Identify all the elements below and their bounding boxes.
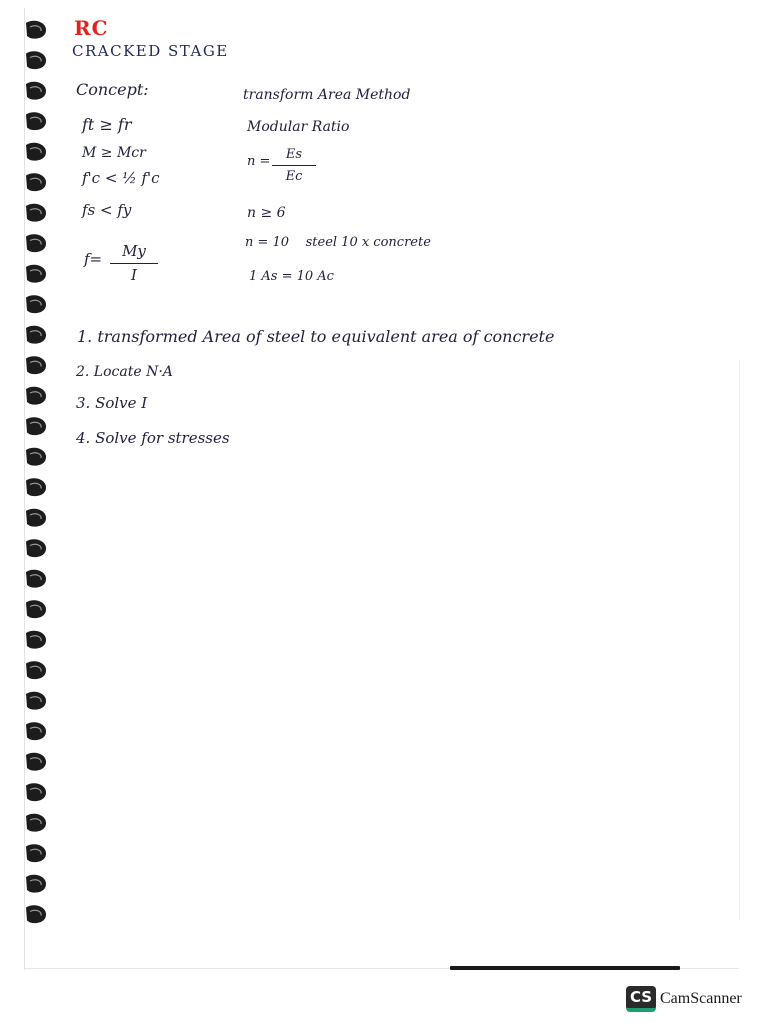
page-shadow: [450, 966, 680, 970]
stress-numerator: My: [122, 242, 146, 260]
ratio-denominator: Ec: [285, 169, 303, 184]
spiral-ring: [26, 21, 46, 39]
paper-right-edge: [739, 360, 740, 920]
modular-ratio-fraction: [272, 148, 316, 183]
concept-heading: Concept:: [76, 80, 149, 99]
spiral-ring: [26, 448, 46, 466]
step-1: 1. transformed Area of steel to equivalent area of concrete: [77, 327, 555, 346]
spiral-ring: [26, 295, 46, 313]
ratio-min: n ≥ 6: [247, 205, 286, 221]
subject-title: RC: [74, 16, 109, 40]
method-heading: transform Area Method: [243, 87, 411, 103]
spiral-ring: [26, 82, 46, 100]
page-title: CRACKED STAGE: [72, 42, 229, 60]
condition-ft-fr: ft ≥ fr: [82, 115, 132, 134]
spiral-ring: [26, 417, 46, 435]
camscanner-logo: [626, 986, 656, 1012]
condition-fc: f'c < ½ f'c: [82, 169, 160, 187]
spiral-ring: [26, 204, 46, 222]
camscanner-watermark: CamScanner: [660, 990, 742, 1007]
spiral-ring: [26, 692, 46, 710]
spiral-ring: [26, 814, 46, 832]
spiral-ring: [26, 509, 46, 527]
step-4: 4. Solve for stresses: [76, 429, 230, 447]
spiral-ring: [26, 112, 46, 130]
spiral-ring: [26, 173, 46, 191]
spiral-ring: [26, 478, 46, 496]
spiral-ring: [26, 844, 46, 862]
spiral-ring: [26, 600, 46, 618]
spiral-ring: [26, 356, 46, 374]
spiral-ring: [26, 265, 46, 283]
spiral-ring: [26, 783, 46, 801]
step-2: 2. Locate N·A: [76, 364, 173, 380]
step-3: 3. Solve I: [76, 394, 148, 412]
camscanner-logo-text: CS: [626, 986, 656, 1008]
ratio-lhs: n =: [247, 154, 271, 169]
condition-fs-fy: fs < fy: [82, 201, 132, 219]
spiral-binding: [0, 0, 60, 970]
spiral-ring: [26, 631, 46, 649]
fraction-bar: [272, 165, 316, 166]
ratio-value: n = 10 steel 10 x concrete: [245, 235, 431, 250]
spiral-ring: [26, 753, 46, 771]
stress-formula-lhs: f=: [84, 250, 103, 268]
spiral-ring: [26, 51, 46, 69]
spiral-ring: [26, 722, 46, 740]
condition-m-mcr: M ≥ Mcr: [82, 145, 146, 161]
area-relation: 1 As = 10 Ac: [249, 269, 334, 284]
spiral-ring: [26, 570, 46, 588]
modular-ratio-heading: Modular Ratio: [247, 119, 350, 135]
spiral-ring: [26, 143, 46, 161]
spiral-ring: [26, 326, 46, 344]
spiral-ring: [26, 387, 46, 405]
spiral-ring: [26, 661, 46, 679]
spiral-ring: [26, 234, 46, 252]
stress-denominator: I: [131, 266, 137, 284]
spiral-ring: [26, 905, 46, 923]
stress-formula-fraction: [110, 244, 158, 283]
paper-edge: [24, 8, 25, 970]
ratio-numerator: Es: [285, 147, 303, 162]
spiral-ring: [26, 875, 46, 893]
fraction-bar: [110, 263, 158, 264]
spiral-ring: [26, 539, 46, 557]
